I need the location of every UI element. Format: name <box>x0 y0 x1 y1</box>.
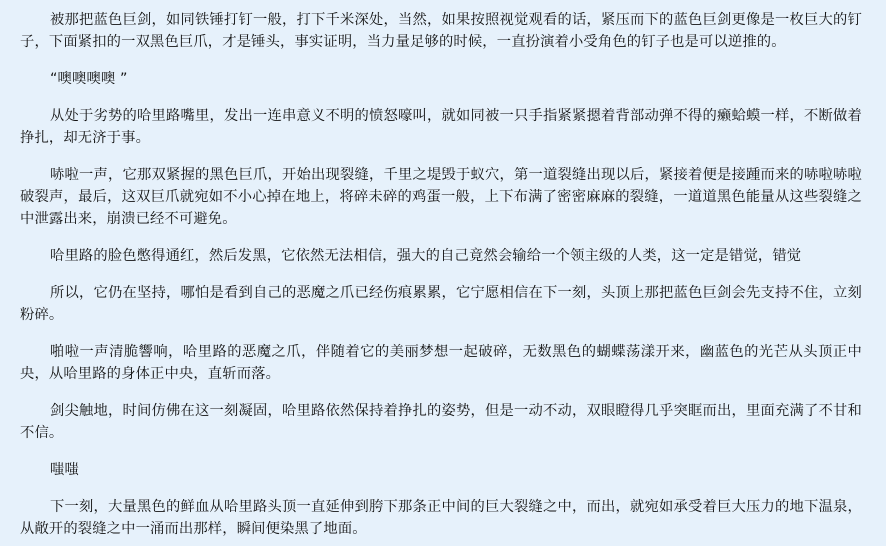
paragraph-5: 哈里路的脸色憋得通红，然后发黑，它依然无法相信，强大的自己竟然会输给一个领主级的人类，这一定是错觉，错觉 <box>50 248 802 264</box>
paragraph-3: 从处于劣势的哈里路嘴里，发出一连串意义不明的愤怒嚎叫，就如同被一只手指紧紧摁着背部动弹不得的癞蛤蟆一样，不断做着挣扎，却无济于事。 <box>20 108 862 146</box>
paragraph-1: 被那把蓝色巨剑，如同铁锤打钉一般，打下千米深处，当然，如果按照视觉观看的话，紧压而下的蓝色巨剑更像是一枚巨大的钉子，下面紧扣的一双黑色巨爪，才是锤头，事实证明，当力量足够的时候，一直扮演着小受角色的钉子也是可以逆推的。 <box>20 12 862 50</box>
paragraph-8: 剑尖触地，时间仿佛在这一刻凝固，哈里路依然保持着挣扎的姿势，但是一动不动，双眼瞪得几乎突眶而出，里面充满了不甘和不信。 <box>20 403 862 441</box>
paragraph-2: “噢噢噢噢 ” <box>50 71 128 87</box>
paragraph-7: 啪啦一声清脆響响，哈里路的恶魔之爪，伴随着它的美丽梦想一起破碎，无数黑色的蝴蝶荡漾开来，幽蓝色的光芒从头顶正中央，从哈里路的身体正中央，直斩而落。 <box>20 344 862 382</box>
paragraph-10: 下一刻，大量黑色的鲜血从哈里路头顶一直延伸到胯下那条正中间的巨大裂缝之中，而出，就宛如承受着巨大压力的地下温泉，从敞开的裂缝之中一涌而出那样，瞬间便染黑了地面。 <box>20 499 862 537</box>
paragraph-9: 嗤嗤 <box>50 462 79 478</box>
paragraph-6: 所以，它仍在坚持，哪怕是看到自己的恶魔之爪已经伤痕累累，它宁愿相信在下一刻，头顶上那把蓝色巨剑会先支持不住，立刻粉碎。 <box>20 285 862 323</box>
paragraph-4: 哧啦一声，它那双紧握的黑色巨爪，开始出现裂缝，千里之堤毁于蚁穴，第一道裂缝出现以后，紧接着便是接踵而来的哧啦哧啦破裂声，最后，这双巨爪就宛如不小心掉在地上，将碎未碎的鸡蛋一般，上下布满了密密麻麻的裂缝，一道道黑色能量从这些裂缝之中泄露出来，崩溃已经不可避免。 <box>20 167 862 227</box>
